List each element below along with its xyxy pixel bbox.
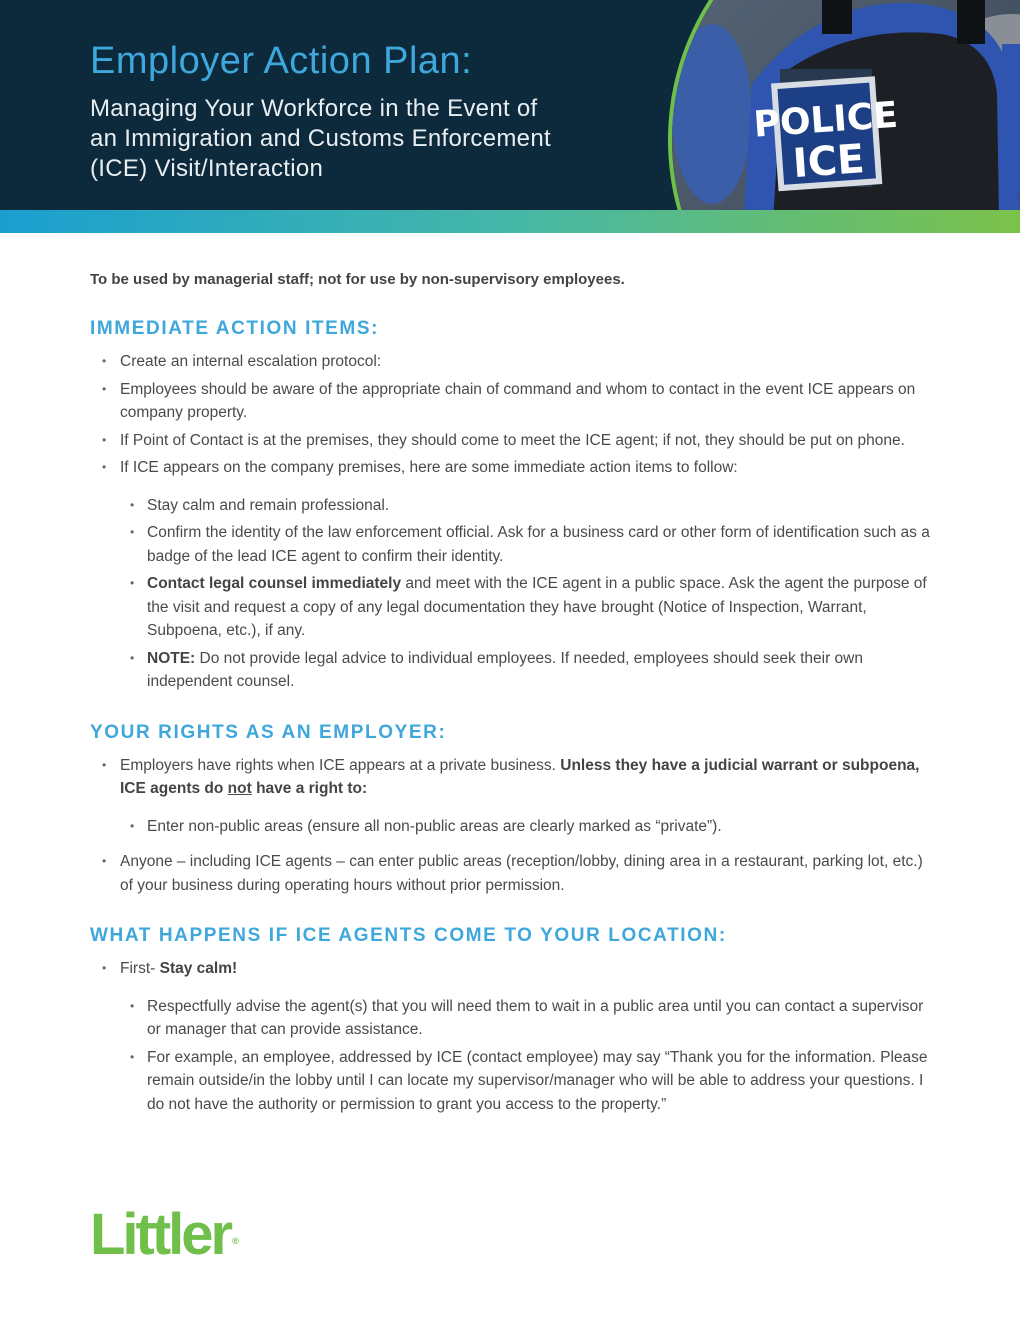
- bullet-list: [90, 850, 930, 897]
- page-subtitle: Managing Your Workforce in the Event of an Immigration and Customs Enforcement (ICE) Visit/Interaction: [90, 95, 551, 182]
- section-ice-visit: [90, 925, 930, 1116]
- sub-list-item: • For example, an employee, addressed by ICE (contact employee) may say “Thank you for the information. Please remain outside/in the lobby until I can locate my supervisor/manager who will be able to address your questions. I do not have the authority or permission to grant you access to the property.”: [90, 1046, 930, 1117]
- list-item: • Employees should be aware of the appropriate chain of command and whom to contact in the event ICE appears on company property.: [90, 378, 930, 425]
- list-item: • If ICE appears on the company premises, here are some immediate action items to follow:: [90, 456, 930, 480]
- list-item: • Anyone – including ICE agents – can enter public areas (reception/lobby, dining area in a restaurant, parking lot, etc.) of your business during operating hours without prior permission.: [90, 850, 930, 897]
- bullet-icon: •: [130, 497, 135, 512]
- list-item: • Employers have rights when ICE appears at a private business. Unless they have a judicial warrant or subpoena, ICE agents do not have a right to:: [90, 754, 930, 801]
- header-banner: [0, 0, 1020, 210]
- bullet-icon: •: [102, 854, 107, 868]
- gradient-divider: [0, 210, 1020, 233]
- bullet-icon: •: [130, 818, 135, 833]
- bullet-icon: •: [102, 354, 107, 368]
- bullet-icon: •: [102, 757, 107, 772]
- sub-bullet-list: [90, 815, 930, 839]
- bullet-icon: •: [130, 998, 135, 1013]
- bullet-icon: •: [102, 460, 107, 474]
- bullet-icon: •: [130, 1049, 135, 1064]
- list-item: • Create an internal escalation protocol:: [90, 350, 930, 374]
- section-heading: WHAT HAPPENS IF ICE AGENTS COME TO YOUR LOCATION:: [90, 925, 727, 946]
- sub-list-item: • Stay calm and remain professional.: [90, 494, 930, 518]
- bullet-list: [90, 350, 930, 480]
- bullet-icon: •: [130, 650, 135, 665]
- bullet-icon: •: [102, 432, 107, 447]
- sub-list-item: • Respectfully advise the agent(s) that you will need them to wait in a public area until you can contact a supervisor or manager that can provide assistance.: [90, 995, 930, 1042]
- section-immediate-actions: [90, 318, 930, 694]
- section-heading: IMMEDIATE ACTION ITEMS:: [90, 318, 380, 339]
- bullet-list: [90, 754, 930, 801]
- sub-bullet-list: [90, 494, 930, 694]
- bullet-icon: •: [102, 381, 107, 396]
- sub-list-item: • Confirm the identity of the law enforcement official. Ask for a business card or other form of identification such as a badge of the lead ICE agent to confirm their identity.: [90, 521, 930, 568]
- sub-bullet-list: [90, 995, 930, 1117]
- bullet-icon: •: [130, 576, 135, 590]
- intro-note: To be used by managerial staff; not for use by non-supervisory employees.: [90, 271, 625, 288]
- section-heading: YOUR RIGHTS AS AN EMPLOYER:: [90, 721, 447, 743]
- bullet-icon: •: [130, 525, 135, 539]
- registered-mark: ®: [232, 1236, 239, 1246]
- ice-agent-photo: [668, 0, 1020, 210]
- sub-list-item: • NOTE: Do not provide legal advice to individual employees. If needed, employees should seek their own independent counsel.: [90, 647, 930, 694]
- list-item: • If Point of Contact is at the premises, they should come to meet the ICE agent; if not, they should be put on phone.: [90, 429, 930, 453]
- page-title: Employer Action Plan:: [90, 40, 473, 82]
- littler-logo: Littler ®: [90, 1202, 239, 1267]
- sub-list-item: • Enter non-public areas (ensure all non-public areas are clearly marked as “private”).: [90, 815, 930, 839]
- bullet-list: [90, 957, 930, 981]
- vest-text-police: POLICE: [752, 94, 900, 146]
- section-employer-rights: [90, 722, 930, 898]
- sub-list-item: • Contact legal counsel immediately and meet with the ICE agent in a public space. Ask the agent the purpose of the visit and request a copy of any legal documentation they have brought (Notice of Inspection, Warrant, Subpoena, etc.), if any.: [90, 572, 930, 643]
- list-item: • First- Stay calm!: [90, 957, 930, 981]
- document-body: [90, 271, 930, 1144]
- bullet-icon: •: [102, 961, 107, 975]
- vest-text-ice: ICE: [791, 136, 866, 188]
